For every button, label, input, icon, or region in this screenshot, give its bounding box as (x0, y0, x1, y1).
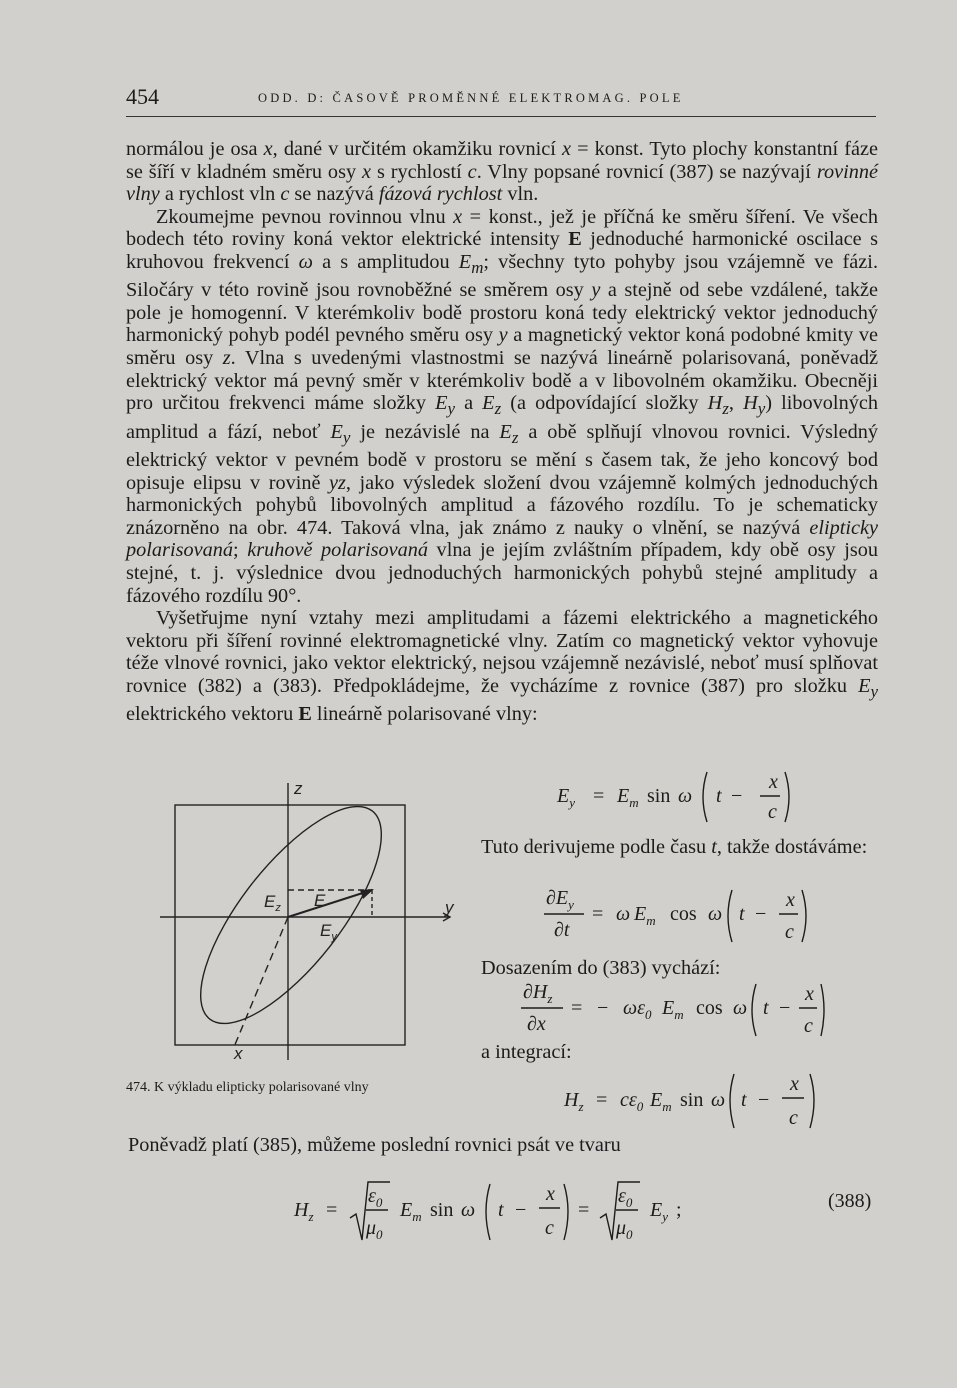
svg-text:−: − (515, 1199, 527, 1221)
svg-text:ω: ω (733, 997, 748, 1019)
svg-text:=: = (326, 1199, 338, 1221)
svg-text:x: x (790, 1073, 799, 1095)
svg-text:=: = (592, 903, 604, 925)
svg-text:=: = (593, 785, 605, 807)
svg-text:=: = (571, 997, 583, 1019)
svg-text:x: x (546, 1183, 555, 1205)
equation-dey-dt (540, 882, 820, 944)
text-after-figure: Poněvadž platí (385), můžeme poslední rovnici psát ve tvaru (128, 1134, 621, 1156)
svg-text:sin: sin (680, 1089, 704, 1111)
svg-text:ε0: $\varepsilon_0$ (618, 1185, 633, 1210)
x-axis (234, 917, 288, 1047)
svg-text:cε0: $c\varepsilon_0$ (620, 1089, 644, 1114)
svg-text:sin: sin (647, 785, 671, 807)
ey-label: $E_y$ (320, 921, 337, 943)
svg-text:ε0: $\varepsilon_0$ (368, 1185, 383, 1210)
header-rule (126, 116, 876, 117)
svg-text:c: c (785, 921, 794, 943)
equation-ey (555, 768, 815, 828)
svg-text:=: = (596, 1089, 608, 1111)
paragraph: Vyšetřujme nyní vztahy mezi amplitudami a fázemi elektrického a magnetického vektoru při šíření rovinné elektromagnetické vlny. Zatím co magnetický vektor vyhovuje téže vlnové rovnici, jako vektor elektrický, nejsou vzájemně nezávislé, neboť musí splňovat rovnice (382) a (383). Předpokládejme, že vycházíme z rovnice (387) pro složku $E_y$ elektrického vektoru E lineárně polarisované vlny: (126, 607, 878, 726)
figure-474 (160, 775, 465, 1075)
svg-text:Ey: $E_y$ (557, 785, 575, 810)
svg-text:c: c (545, 1217, 554, 1239)
svg-text:c: c (804, 1015, 813, 1037)
svg-text:−: − (755, 903, 767, 925)
svg-text:−: − (597, 997, 609, 1019)
svg-text:Em: $E_m$ (650, 1089, 672, 1114)
paragraph: Zkoumejme pevnou rovinnou vlnu x = konst., jež je příčná ke směru šíření. Ve všech bodech této roviny koná vektor elektrické intensity E jednoduché harmonické oscilace s kruhovou frekvencí ω a s amplitudou $E_m$; všechny tyto pohyby jsou vzájemně ve fázi. Siločáry v této rovině jsou rovnoběžné se směrem osy y a stejně od sebe vzdálené, takže pole je homogenní. V kterémkoliv bodě prostoru koná tedy elektrický vektor jednoduchý harmonický pohyb podél pevného směru osy y a magnetický vektor koná podobné kmity ve směru osy z. Vlna s uvedenými vlastnostmi se nazývá lineárně polarisovaná, poněvadž elektrický vektor má pevný směr v kterémkoliv bodě a v libovolném okamžiku. Obecněji pro určitou frekvenci máme složky $E_y$ a $E_z$ (a odpovídající složky $H_z$, $H_y$) libovolných amplitud a fází, neboť $E_y$ je nezávislé na $E_z$ a obě splňují vlnovou rovnici. Výsledný elektrický vektor v pevném bodě v prostoru se mění s časem tak, že jeho koncový bod opisuje elipsu v rovině yz, jako výsledek složení dvou vzájemně kolmých jednoduchých harmonických pohybů libovolných amplitud a fázového rozdílu. To je schematicky znázorněno na obr. 474. Taková vlna, jak známo z nauky o vlnění, se nazývá elipticky polarisovaná; kruhově polarisovaná vlna je jejím zvláštním případem, kdy obě osy jsou stejné, t. j. výslednice dvou jednoduchých harmonických pohybů stejné amplitudy a fázového rozdílu 90°. (126, 205, 879, 607)
svg-text:cos: cos (696, 997, 723, 1019)
bounding-rectangle (175, 805, 405, 1045)
svg-text:;: ; (676, 1199, 682, 1221)
equation-dhz-dx (519, 976, 829, 1040)
svg-text:=: = (578, 1199, 590, 1221)
svg-text:t: t (739, 903, 745, 925)
svg-text:x: x (786, 889, 795, 911)
svg-text:Hz: $H_z$ (564, 1089, 584, 1114)
svg-text:∂x: ∂x (527, 1013, 546, 1035)
page-number: 454 (126, 84, 159, 109)
svg-text:x: x (805, 983, 814, 1005)
svg-text:ω: ω (708, 903, 723, 925)
running-title: ODD. D: ČASOVĚ PROMĚNNÉ ELEKTROMAG. POLE (258, 91, 684, 105)
z-label: z (294, 779, 303, 798)
svg-text:Hz: $H_z$ (294, 1199, 314, 1224)
svg-text:sin: sin (430, 1199, 454, 1221)
x-label: x (234, 1044, 243, 1063)
svg-text:ωε0: $\omega\varepsilon_0$ (623, 997, 652, 1022)
svg-text:−: − (731, 785, 743, 807)
svg-text:∂Ey: $\partial E_y$ (546, 887, 574, 912)
svg-text:∂t: ∂t (554, 919, 570, 941)
svg-text:μ0: $\mu_0$ (616, 1217, 633, 1242)
svg-text:t: t (763, 997, 769, 1019)
svg-text:ω: ω (678, 785, 693, 807)
body-text (126, 138, 878, 726)
paragraph: normálou je osa x, dané v určitém okamžiku rovnicí x = konst. Tyto plochy konstantní fáze se šíří v kladném směru osy x s rychlostí c. Vlny popsané rovnicí (387) se nazývají rovinné vlny a rychlost vln c se nazývá fázová rychlost vln. (126, 138, 879, 206)
svg-text:c: c (789, 1107, 798, 1129)
svg-text:cos: cos (670, 903, 697, 925)
svg-text:ω: ω (711, 1089, 726, 1111)
svg-text:Em: $E_m$ (400, 1199, 422, 1224)
derivative-intro: Tuto derivujeme podle času t, takže dostáváme: (481, 836, 868, 858)
svg-text:ω: ω (616, 903, 631, 925)
svg-text:t: t (498, 1199, 504, 1221)
e-label: E (314, 891, 326, 910)
svg-text:t: t (716, 785, 722, 807)
svg-text:c: c (768, 801, 777, 823)
svg-text:∂Hz: $\partial H_z$ (523, 981, 553, 1006)
svg-text:Ey: $E_y$ (650, 1199, 668, 1224)
figure-caption: 474. K výkladu elipticky polarisované vlny (126, 1080, 369, 1095)
svg-text:−: − (779, 997, 791, 1019)
svg-text:μ0: $\mu_0$ (366, 1217, 383, 1242)
svg-text:−: − (758, 1089, 770, 1111)
integration-intro: a integrací: (481, 1041, 572, 1063)
svg-text:Em: $E_m$ (617, 785, 639, 810)
svg-text:t: t (741, 1089, 747, 1111)
equation-number: (388) (828, 1190, 872, 1212)
equation-hz (560, 1068, 830, 1130)
y-label: y (445, 898, 454, 917)
svg-text:Em: $E_m$ (634, 903, 656, 928)
equation-388 (290, 1178, 710, 1244)
svg-text:Em: $E_m$ (662, 997, 684, 1022)
svg-text:ω: ω (461, 1199, 476, 1221)
substitution-intro: Dosazením do (383) vychází: (481, 957, 721, 979)
svg-text:x: x (769, 771, 778, 793)
ez-label: $E_z$ (264, 892, 281, 914)
